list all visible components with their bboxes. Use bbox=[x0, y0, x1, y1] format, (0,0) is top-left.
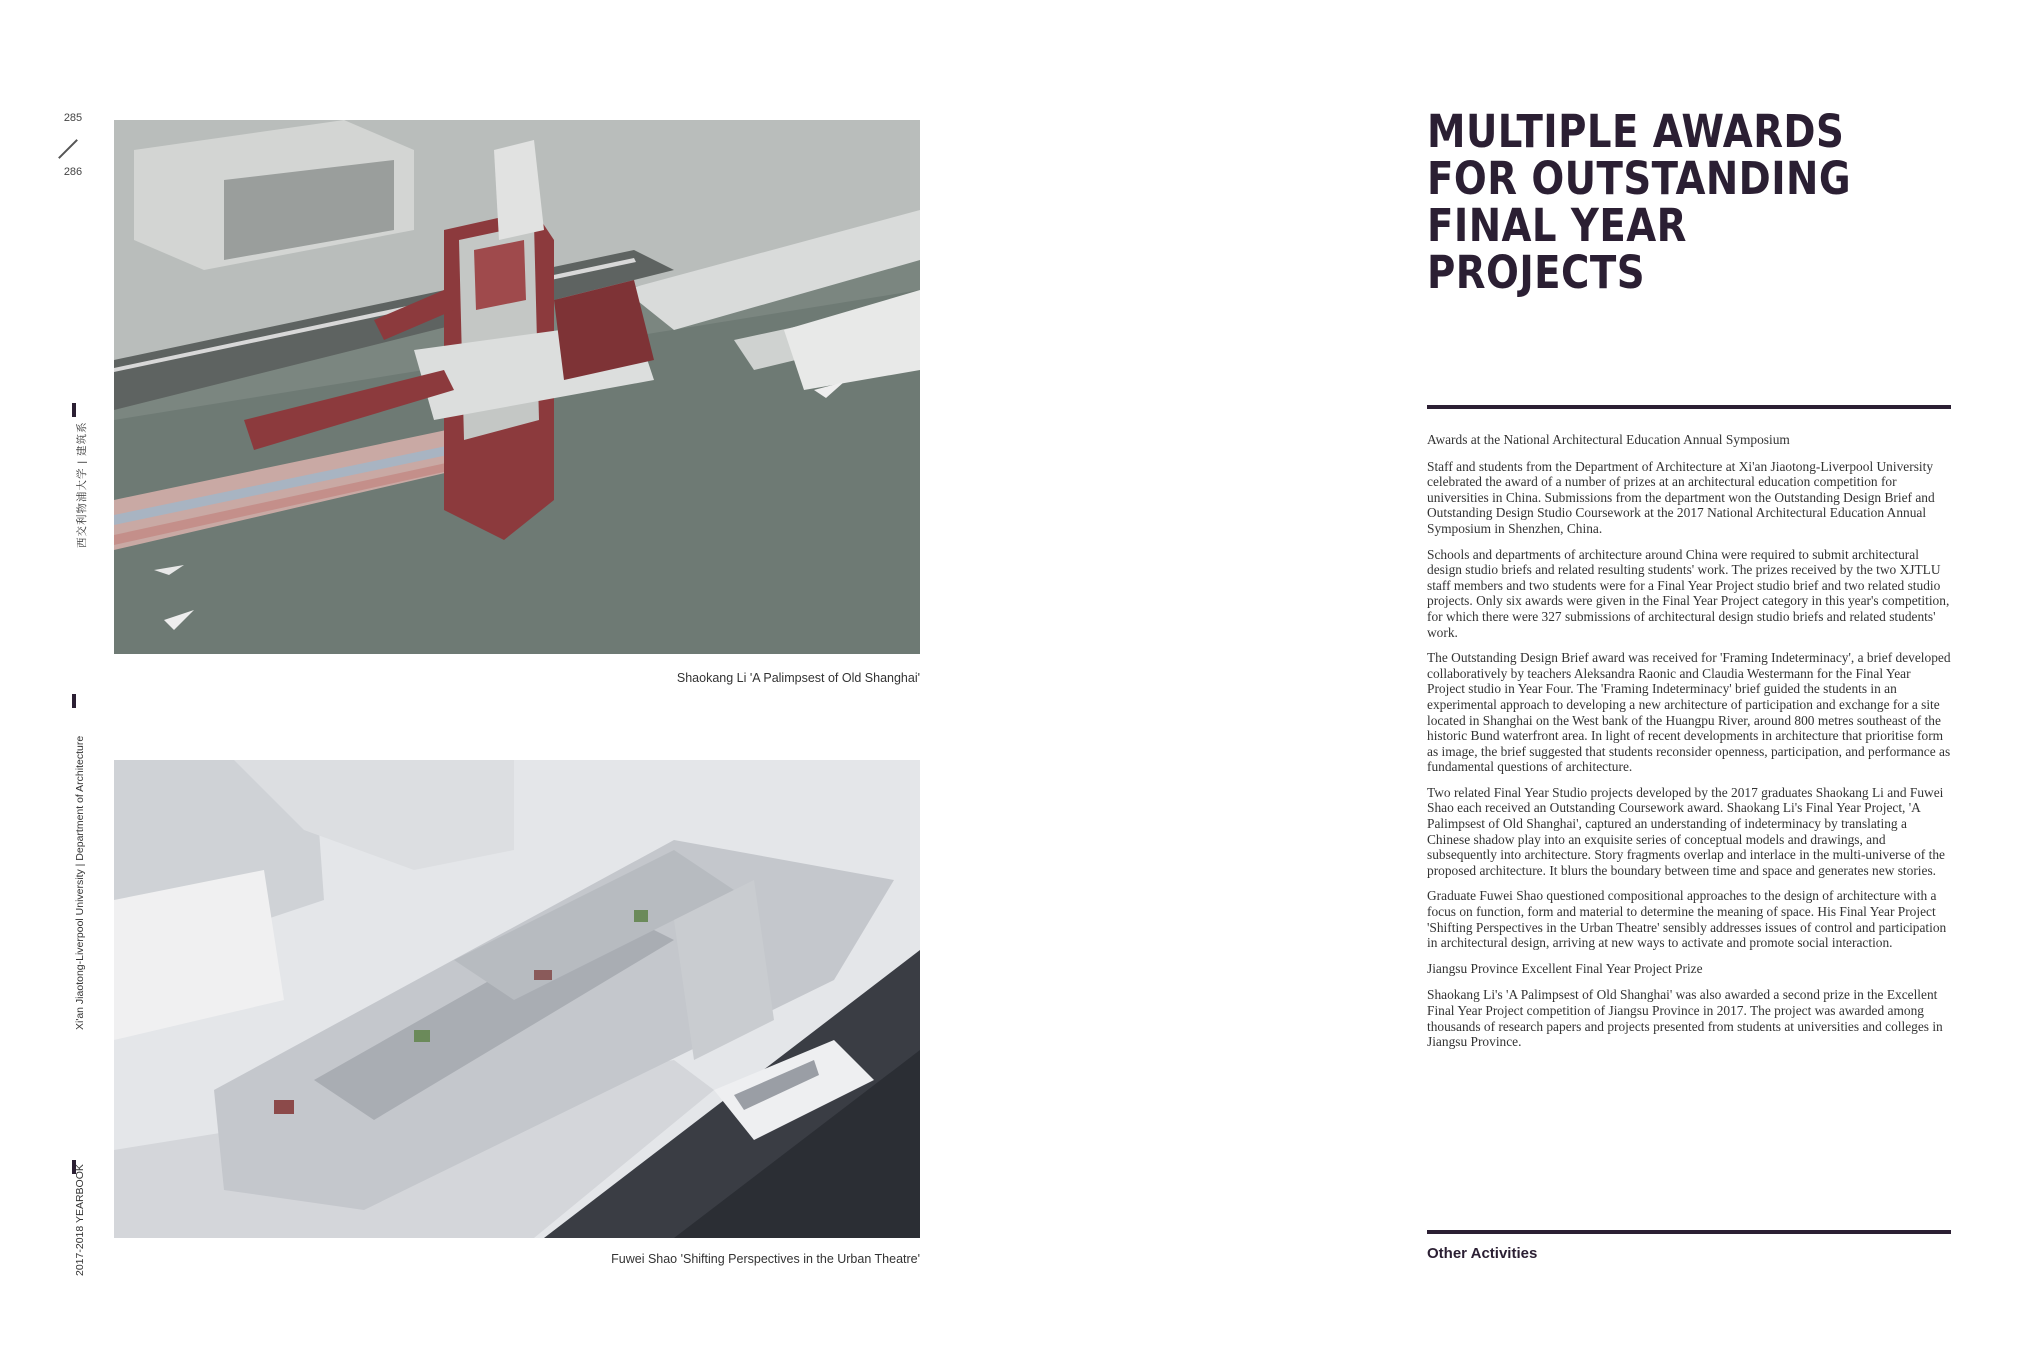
section-heading: Awards at the National Architectural Education Annual Symposium bbox=[1427, 432, 1790, 447]
article-paragraph: Graduate Fuwei Shao questioned compositional approaches to the design of architecture with a focus on function, form and material to determine the meaning of space. His Final Year Project 'Shifting Perspectives in the Urban Theatre' sensibly addresses issues of control and participation in architectural design, arriving at new ways to activate and promote social interaction. bbox=[1427, 888, 1947, 951]
figure-caption: Fuwei Shao 'Shifting Perspectives in the Urban Theatre' bbox=[611, 1252, 920, 1266]
page-number-right: 286 bbox=[63, 166, 83, 178]
article-title: MULTIPLE AWARDS FOR OUTSTANDING FINAL YEAR PROJECTS bbox=[1427, 105, 1852, 299]
margin-marker bbox=[72, 403, 76, 417]
margin-english-label: Xi'an Jiaotong-Liverpool University | Department of Architecture bbox=[74, 735, 86, 1030]
section-heading: Jiangsu Province Excellent Final Year Project Prize bbox=[1427, 960, 1703, 976]
article-paragraph: Schools and departments of architecture around China were required to submit architectural design studio briefs and related resulting students' work. The prizes received by the two XJTLU staff members and two students were for a Final Year Project studio brief and two related studio projects. Only six awards were given in the Final Year Project category in this year's competition, for which there were 327 submissions of architectural design studio briefs and related students' work. bbox=[1427, 546, 1950, 640]
article-paragraph: Two related Final Year Studio projects developed by the 2017 graduates Shaokang Li and Fuwei Shao each received an Outstanding Coursework award. Shaokang Li's Final Year Project, 'A Palimpsest of Old Shanghai', captured an understanding of indeterminacy by translating a Chinese shadow play into an exquisite series of conceptual models and drawings, and subsequently into architecture. Story fragments overlap and interlace in the multi-universe of the proposed architecture. It blurs the boundary between time and space and generates new stories. bbox=[1427, 784, 1945, 878]
figure-urban-theatre-rendering bbox=[114, 760, 920, 1238]
article-paragraph: The Outstanding Design Brief award was received for 'Framing Indeterminacy', a brief developed collaboratively by teachers Aleksandra Raonic and Claudia Westermann for the Final Year Project studio in Year Four. The 'Framing Indeterminacy' brief guided the students in an experimental approach to developing a new architecture of participation and exchange for a site located in Shanghai on the West bank of the Huangpu River, around 800 metres southeast of the historic Bund waterfront area. In light of recent developments in architecture that prioritise form as image, the brief suggested that students reconsider openness, participation, and performance as fundamental questions of architecture. bbox=[1427, 650, 1951, 775]
next-section-heading: Other Activities bbox=[1427, 1245, 1538, 1262]
title-rule bbox=[1427, 405, 1951, 409]
article-paragraph: Staff and students from the Department of Architecture at Xi'an Jiaotong-Liverpool University celebrated the award of a number of prizes at an architectural education competition for universities in China. Submissions from the department won the Outstanding Design Brief and Outstanding Design Studio Coursework at the 2017 National Architectural Education Annual Symposium in Shenzhen, China. bbox=[1427, 458, 1935, 536]
article-body bbox=[1427, 432, 1951, 1060]
figure-palimpsest-rendering bbox=[114, 120, 920, 654]
figure-caption: Shaokang Li 'A Palimpsest of Old Shanghai' bbox=[676, 671, 920, 685]
page-number-divider bbox=[58, 139, 78, 159]
margin-marker bbox=[72, 694, 76, 708]
page-number-left: 285 bbox=[63, 112, 83, 124]
article-paragraph: Shaokang Li's 'A Palimpsest of Old Shanghai' was also awarded a second prize in the Excellent Final Year Project competition of Jiangsu Province in 2017. The project was awarded among thousands of research papers and projects presented from students at universities and colleges in Jiangsu Province. bbox=[1427, 987, 1943, 1050]
bottom-rule bbox=[1427, 1230, 1951, 1234]
margin-yearbook-label: 2017-2018 YEARBOOK bbox=[74, 1164, 86, 1276]
margin-chinese-label: 西交利物浦大学 | 建筑系 bbox=[76, 421, 88, 548]
